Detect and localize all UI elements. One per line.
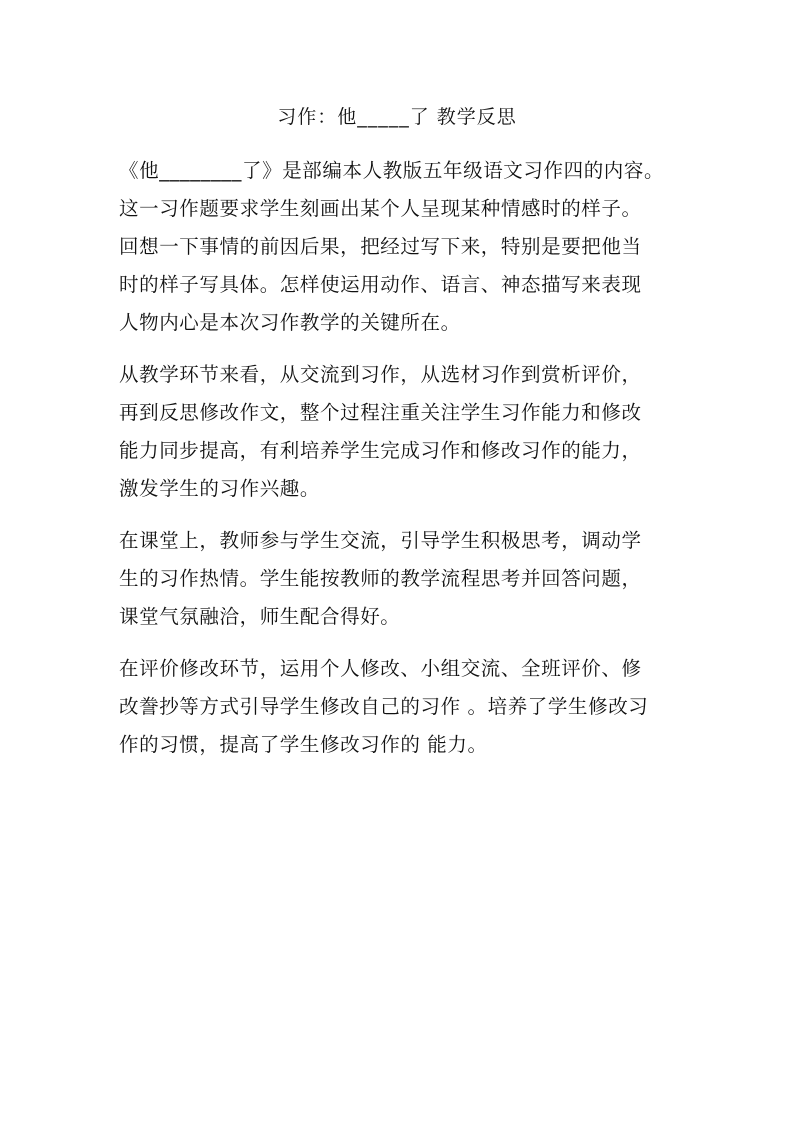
paragraph-2 xyxy=(119,356,699,508)
text-line: 再到反思修改作文，整个过程注重关注学生习作能力和修改 xyxy=(119,401,642,424)
paragraph-1 xyxy=(119,152,699,342)
text-line: 作的习惯，提高了学生修改习作的 能力。 xyxy=(119,733,488,756)
document-title: 习作：他_____了 教学反思 xyxy=(277,106,517,128)
document-body xyxy=(119,152,699,778)
text-line: 在评价修改环节，运用个人修改、小组交流、全班评价、修 xyxy=(119,657,642,680)
text-line: 激发学生的习作兴趣。 xyxy=(119,477,321,500)
text-line: 这一习作题要求学生刻画出某个人呈现某种情感时的样子。 xyxy=(119,197,642,220)
paragraph-4 xyxy=(119,650,699,764)
text-line: 从教学环节来看，从交流到习作，从选材习作到赏析评价， xyxy=(119,363,642,386)
text-line: 人物内心是本次习作教学的关键所在。 xyxy=(119,311,461,334)
text-line: 在课堂上，教师参与学生交流，引导学生积极思考，调动学 xyxy=(119,529,642,552)
text-line: 生的习作热情。学生能按教师的教学流程思考并回答问题， xyxy=(119,567,642,590)
text-line: 能力同步提高，有利培养学生完成习作和修改习作的能力， xyxy=(119,439,642,462)
text-line: 课堂气氛融洽，师生配合得好。 xyxy=(119,605,401,628)
text-line: 时的样子写具体。怎样使运用动作、语言、神态描写来表现 xyxy=(119,273,642,296)
text-line: 《他________了》是部编本人教版五年级语文习作四的内容。 xyxy=(119,159,665,182)
paragraph-3 xyxy=(119,522,699,636)
text-line: 回想一下事情的前因后果，把经过写下来，特别是要把他当 xyxy=(119,235,642,258)
text-line: 改誊抄等方式引导学生修改自己的习作 。培养了学生修改习 xyxy=(119,695,649,718)
